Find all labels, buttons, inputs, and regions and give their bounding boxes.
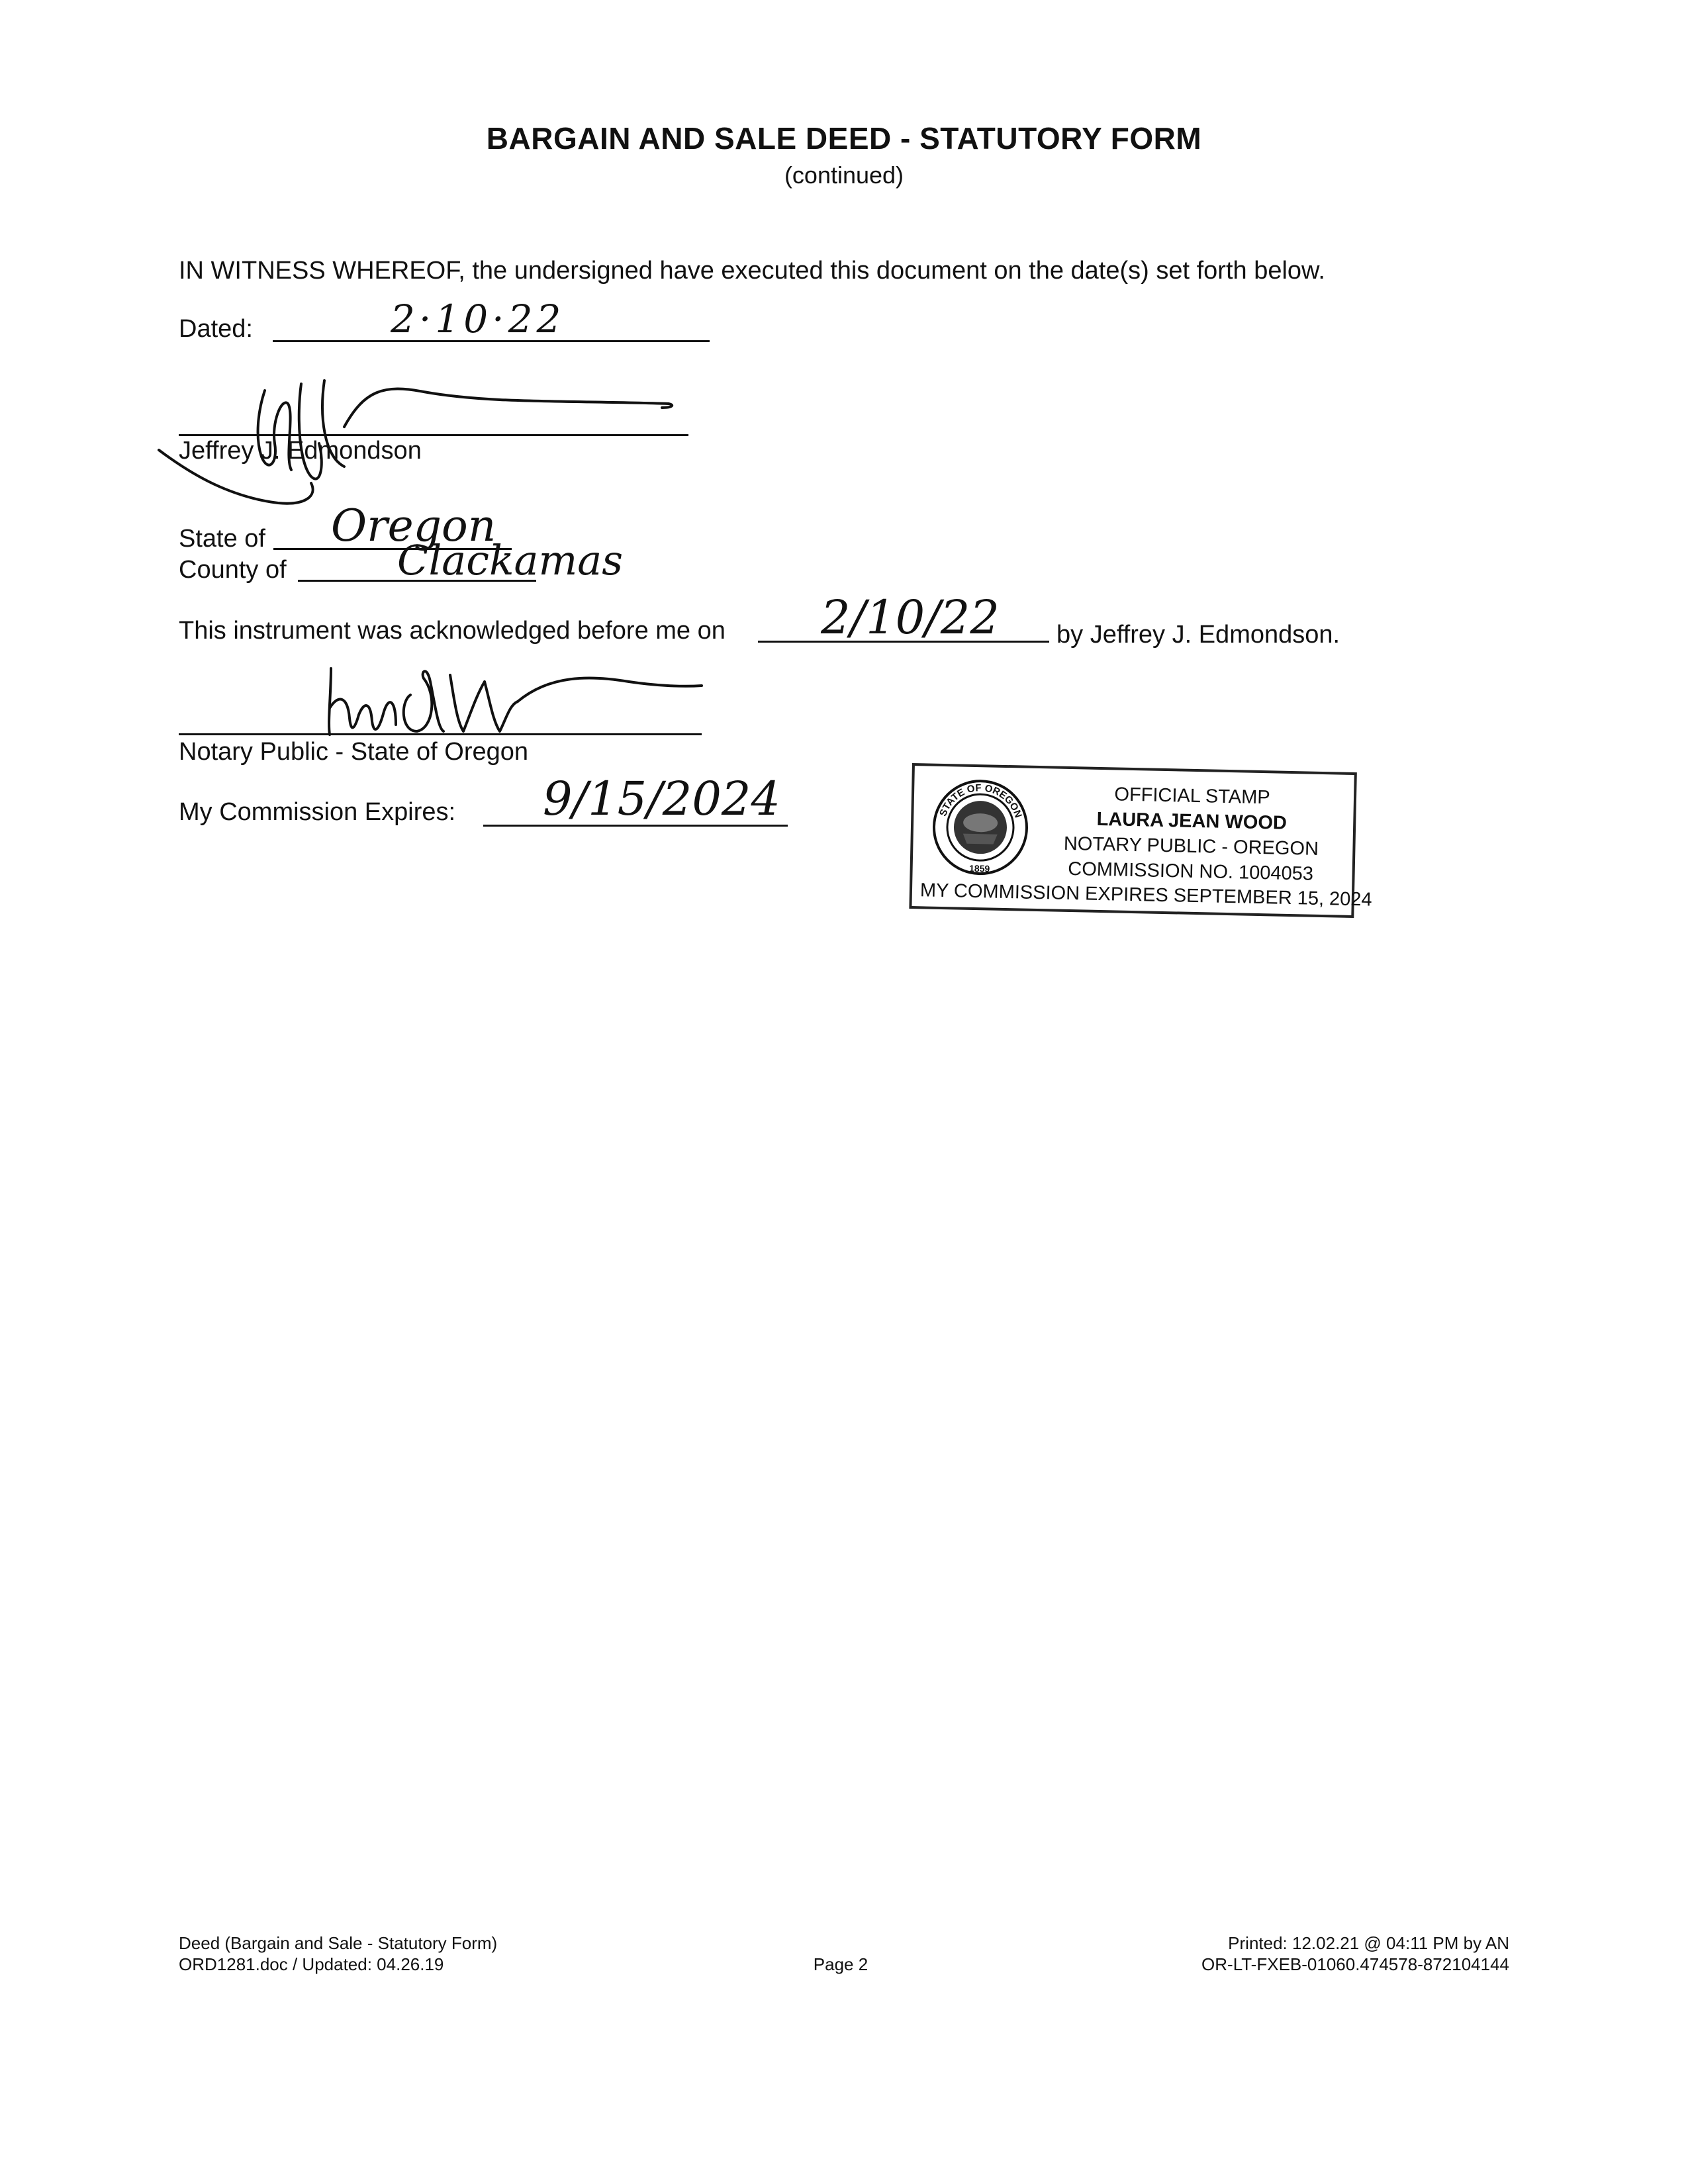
document-title: BARGAIN AND SALE DEED - STATUTORY FORM xyxy=(486,121,1202,156)
footer-printed-info: Printed: 12.02.21 @ 04:11 PM by AN xyxy=(1228,1933,1509,1953)
stamp-commission-expiry: MY COMMISSION EXPIRES SEPTEMBER 15, 2024 xyxy=(919,880,1372,911)
stamp-commission-number: COMMISSION NO. 1004053 xyxy=(1068,858,1314,885)
stamp-notary-name: LAURA JEAN WOOD xyxy=(1096,808,1288,834)
stamp-text-block xyxy=(1038,780,1344,887)
witness-statement: IN WITNESS WHEREOF, the undersigned have executed this document on the date(s) set forth below. xyxy=(179,257,1325,285)
dated-handwritten-value: 2·10·22 xyxy=(391,296,565,341)
acknowledgment-text: This instrument was acknowledged before me on xyxy=(179,617,726,645)
acknowledgment-by-text: by Jeffrey J. Edmondson. xyxy=(1056,621,1340,649)
state-handwritten-value: Oregon xyxy=(331,500,496,551)
footer-form-name: Deed (Bargain and Sale - Statutory Form) xyxy=(179,1933,498,1953)
commission-handwritten-value: 9/15/2024 xyxy=(543,772,780,826)
county-label: County of xyxy=(179,556,287,584)
state-label: State of xyxy=(179,525,265,553)
document-subtitle: (continued) xyxy=(784,161,904,189)
notary-signature xyxy=(311,655,708,741)
oregon-seal-icon xyxy=(929,777,1031,878)
notary-title: Notary Public - State of Oregon xyxy=(179,738,529,766)
footer-file-info: ORD1281.doc / Updated: 04.26.19 xyxy=(179,1954,444,1974)
stamp-heading: OFFICIAL STAMP xyxy=(1114,784,1270,809)
stamp-notary-public: NOTARY PUBLIC - OREGON xyxy=(1063,833,1319,860)
footer-order-id: OR-LT-FXEB-01060.474578-872104144 xyxy=(1201,1954,1509,1974)
dated-label: Dated: xyxy=(179,315,253,343)
seal-top-text: STATE OF OREGON xyxy=(937,782,1024,819)
official-notary-stamp xyxy=(909,763,1372,918)
acknowledgment-handwritten-date: 2/10/22 xyxy=(821,590,1000,645)
commission-label: My Commission Expires: xyxy=(179,798,456,826)
seal-year: 1859 xyxy=(968,862,990,874)
county-handwritten-value: Clackamas xyxy=(397,536,624,584)
footer-page-number: Page 2 xyxy=(813,1954,868,1974)
signer-name: Jeffrey J. Edmondson xyxy=(179,437,422,465)
